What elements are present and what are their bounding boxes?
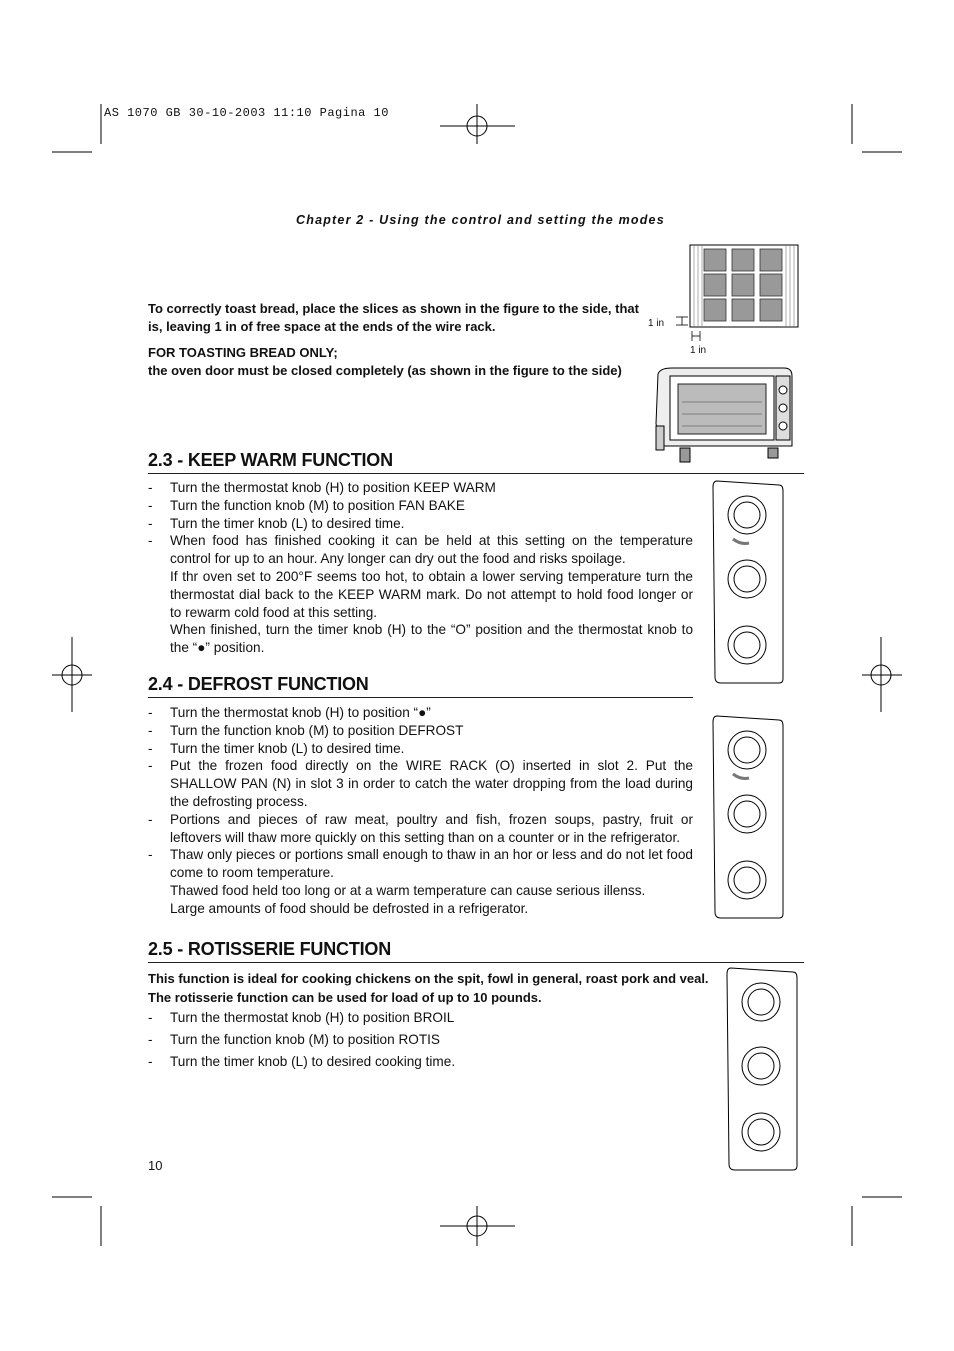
rotisserie-step: - Turn the function knob (M) to position ROTIS (148, 1029, 718, 1051)
control-panel-keep-warm (711, 479, 785, 685)
defrost-step: - Turn the timer knob (L) to desired time. (148, 740, 693, 758)
rotisserie-intro-2: The rotisserie function can be used for load of up to 10 pounds. (148, 990, 542, 1005)
control-panel-rotisserie (725, 966, 799, 1172)
keep-warm-heading: 2.3 - KEEP WARM FUNCTION (148, 450, 393, 470)
keep-warm-step: - Turn the thermostat knob (H) to position KEEP WARM (148, 479, 693, 497)
defrost-rule (148, 697, 693, 698)
defrost-step: - Thaw only pieces or portions small enough to thaw in an hor or less and do not let food come to room temperature. (148, 846, 693, 882)
rotisserie-heading: 2.5 - ROTISSERIE FUNCTION (148, 939, 392, 959)
defrost-body (148, 704, 693, 918)
keep-warm-step: - Turn the function knob (M) to position FAN BAKE (148, 497, 693, 515)
defrost-step: - Turn the thermostat knob (H) to position “●” (148, 704, 693, 722)
keep-warm-body (148, 479, 693, 657)
defrost-extra: Thawed food held too long or at a warm temperature can cause serious illenss. (170, 882, 646, 898)
toast-note (148, 344, 668, 380)
rack-bottom-label: 1 in (690, 345, 707, 356)
wire-rack-figure (670, 243, 800, 343)
print-slug: AS 1070 GB 30-10-2003 11:10 Pagina 10 (104, 106, 389, 120)
keep-warm-step: - Turn the timer knob (L) to desired time. (148, 515, 693, 533)
defrost-step: - Turn the function knob (M) to position DEFROST (148, 722, 693, 740)
defrost-step: - Put the frozen food directly on the WIRE RACK (O) inserted in slot 2. Put the SHALLOW PAN (N) in slot 3 in order to catch the water dropping from the load during the defrosting process. (148, 757, 693, 810)
defrost-extra: Large amounts of food should be defrosted in a refrigerator. (170, 900, 529, 916)
oven-figure (652, 364, 802, 468)
keep-warm-step: - When food has finished cooking it can be held at this setting on the temperature control for up to an hour. Any longer can dry out the food and risks spoilage. (148, 532, 693, 568)
keep-warm-extra: If thr oven set to 200°F seems too hot, to obtain a lower serving temperature turn the thermostat dial back to the KEEP WARM mark. Do not attempt to hold food longer or to rewarm cold food at this setting. (170, 568, 693, 620)
toast-intro (148, 300, 648, 336)
toast-note-body: the oven door must be closed completely (as shown in the figure to the side) (148, 363, 622, 378)
rotisserie-intro-1: This function is ideal for cooking chickens on the spit, fowl in general, roast pork and veal. (148, 971, 709, 986)
defrost-step: - Portions and pieces of raw meat, poultry and fish, frozen soups, pastry, fruit or leftovers will thaw more quickly on this setting than on a counter or in the refrigerator. (148, 811, 693, 847)
rotisserie-steps (148, 1007, 718, 1073)
toast-intro-text: To correctly toast bread, place the slices as shown in the figure to the side, that is, leaving 1 in of free space at the ends of the wire rack. (148, 301, 639, 334)
rotisserie-rule (148, 962, 804, 963)
page-number: 10 (148, 1158, 163, 1173)
keep-warm-extra: When finished, turn the timer knob (H) to the “O” position and the thermostat knob to the “●” position. (170, 622, 693, 656)
defrost-steps (148, 704, 693, 882)
control-panel-defrost (711, 714, 785, 920)
rotisserie-step: - Turn the thermostat knob (H) to position BROIL (148, 1007, 718, 1029)
chapter-heading: Chapter 2 - Using the control and setting the modes (296, 213, 665, 227)
toast-note-title: FOR TOASTING BREAD ONLY; (148, 345, 338, 360)
keep-warm-rule (148, 473, 804, 474)
rotisserie-body (148, 969, 718, 1073)
keep-warm-steps (148, 479, 693, 568)
rack-side-label: 1 in (648, 318, 665, 329)
defrost-heading: 2.4 - DEFROST FUNCTION (148, 674, 369, 694)
rotisserie-step: - Turn the timer knob (L) to desired cooking time. (148, 1051, 718, 1073)
